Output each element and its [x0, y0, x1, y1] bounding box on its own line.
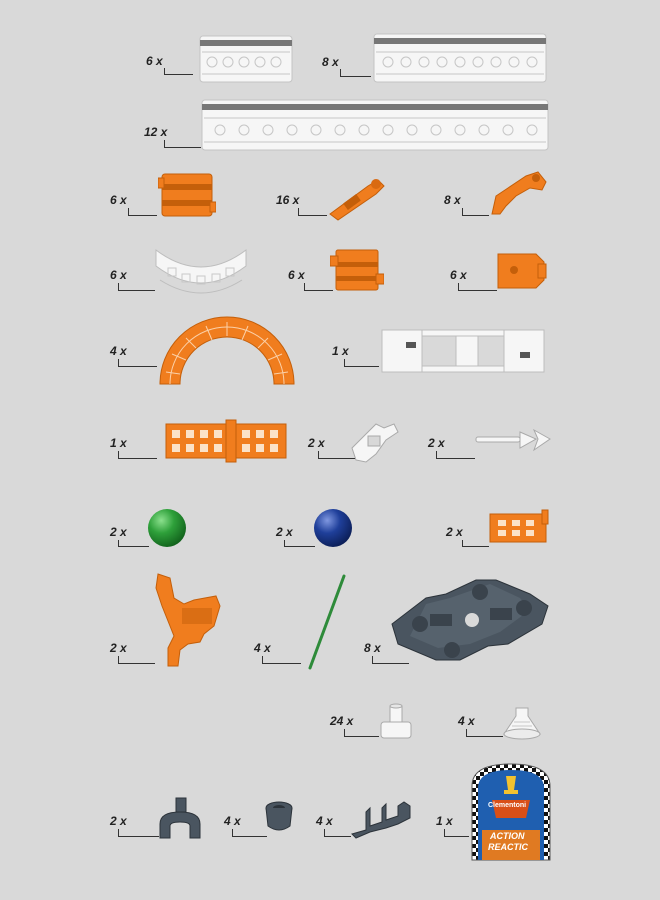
banner-line1: ACTION: [490, 831, 525, 841]
leader-line: [164, 140, 201, 148]
qty-label: 6 x: [110, 268, 127, 282]
orange-double-connector[interactable]: [330, 246, 384, 294]
leader-line: [118, 283, 155, 291]
leader-line: [444, 829, 469, 837]
qty-label: 6 x: [450, 268, 467, 282]
blue-ball[interactable]: [312, 507, 354, 549]
qty-label: 12 x: [144, 125, 168, 139]
orange-end-cap[interactable]: [496, 248, 548, 294]
leader-line: [436, 451, 475, 459]
qty-label: 4 x: [110, 344, 127, 358]
leader-line: [466, 729, 503, 737]
leader-line: [324, 829, 351, 837]
orange-connector-block[interactable]: [158, 170, 216, 220]
white-peg[interactable]: [378, 702, 414, 742]
leader-line: [462, 208, 489, 216]
grey-cup-connector[interactable]: [262, 798, 296, 838]
leader-line: [118, 359, 157, 367]
qty-label: 2 x: [110, 814, 127, 828]
qty-label: 24 x: [330, 714, 354, 728]
white-rail-long[interactable]: [200, 98, 550, 152]
orange-lever-arm[interactable]: [324, 172, 388, 222]
green-rod[interactable]: [304, 572, 350, 672]
leader-line: [304, 283, 333, 291]
qty-label: 2 x: [276, 525, 293, 539]
white-rail-short[interactable]: [198, 34, 294, 84]
leader-line: [340, 69, 371, 77]
qty-label: 2 x: [308, 436, 325, 450]
leader-line: [128, 208, 157, 216]
orange-bent-arm[interactable]: [486, 166, 552, 218]
orange-grid-panel[interactable]: [162, 418, 290, 464]
qty-label: 6 x: [146, 54, 163, 68]
orange-arch-track[interactable]: [156, 314, 298, 386]
qty-label: 1 x: [332, 344, 349, 358]
leader-line: [284, 540, 315, 547]
qty-label: 2 x: [110, 525, 127, 539]
leader-line: [262, 656, 301, 664]
qty-label: 1 x: [436, 814, 453, 828]
white-rail-medium[interactable]: [372, 32, 548, 84]
green-ball[interactable]: [146, 507, 188, 549]
orange-y-support[interactable]: [150, 570, 224, 670]
leader-line: [458, 283, 497, 291]
qty-label: 4 x: [458, 714, 475, 728]
qty-label: 8 x: [322, 55, 339, 69]
white-curve-track[interactable]: [152, 246, 250, 302]
qty-label: 4 x: [254, 641, 271, 655]
qty-label: 8 x: [444, 193, 461, 207]
qty-label: 16 x: [276, 193, 300, 207]
leader-line: [344, 359, 379, 367]
checkered-banner[interactable]: [468, 760, 554, 864]
banner-brand: Clementoni: [488, 802, 527, 809]
qty-label: 4 x: [316, 814, 333, 828]
leader-line: [118, 829, 159, 837]
leader-line: [118, 540, 149, 547]
grey-base-plate[interactable]: [380, 574, 556, 666]
orange-small-connector[interactable]: [486, 508, 550, 548]
qty-label: 2 x: [428, 436, 445, 450]
leader-line: [462, 540, 489, 547]
qty-label: 6 x: [288, 268, 305, 282]
qty-label: 6 x: [110, 193, 127, 207]
white-spear-pin[interactable]: [474, 426, 554, 454]
grey-wave-strip[interactable]: [348, 800, 414, 840]
banner-line2: REACTIC: [488, 842, 528, 852]
leader-line: [344, 729, 379, 737]
grey-clamp[interactable]: [156, 796, 204, 842]
leader-line: [298, 208, 327, 216]
leader-line: [118, 451, 157, 459]
white-frame-track[interactable]: [378, 326, 548, 376]
qty-label: 1 x: [110, 436, 127, 450]
qty-label: 2 x: [110, 641, 127, 655]
qty-label: 4 x: [224, 814, 241, 828]
white-cone-foot[interactable]: [500, 704, 544, 742]
qty-label: 8 x: [364, 641, 381, 655]
qty-label: 2 x: [446, 525, 463, 539]
leader-line: [164, 68, 193, 75]
white-splitter[interactable]: [346, 418, 400, 464]
